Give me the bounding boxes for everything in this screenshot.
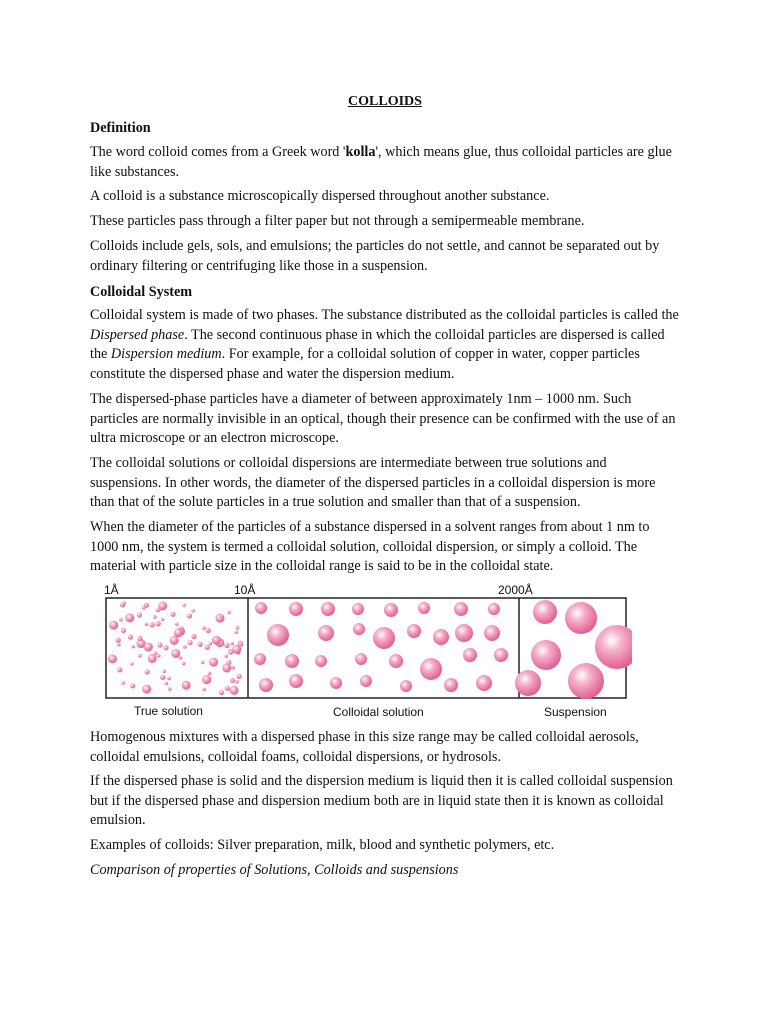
system-paragraph-4: When the diameter of the particles of a substance dispersed in a solvent ranges from about 1 nm to 1000 nm, the system is termed a colloidal solution, colloidal dispersion, or simply a colloid. The material with particle size in the colloidal range is said to be in the colloidal state. — [90, 519, 650, 574]
scale-label-1a: 1Å — [104, 583, 119, 597]
true-solution-particle — [212, 636, 221, 645]
true-solution-particle — [209, 658, 218, 667]
colloidal-particle — [352, 603, 364, 615]
colloidal-particle — [267, 624, 289, 646]
true-solution-particle — [137, 612, 142, 617]
true-solution-particle — [202, 626, 206, 630]
dispersed-phase-term: Dispersed phase — [90, 326, 185, 343]
scale-label-2000a: 2000Å — [498, 583, 533, 597]
true-solution-particle — [231, 666, 235, 670]
colloidal-particle — [463, 648, 477, 662]
true-solution-particle — [230, 642, 234, 646]
colloidal-particle — [484, 625, 500, 641]
true-solution-particle — [142, 606, 146, 610]
true-solution-particle — [180, 626, 184, 630]
true-solution-particle — [121, 681, 125, 685]
true-solution-particle — [109, 621, 118, 630]
definition-paragraph-2: A colloid is a substance microscopically dispersed throughout another substance. — [90, 188, 550, 204]
true-solution-particle — [121, 628, 126, 633]
scale-label-10a: 10Å — [234, 583, 256, 597]
true-solution-particle — [128, 634, 133, 639]
true-solution-particle — [201, 661, 205, 665]
system-paragraph-2: The dispersed-phase particles have a diameter of between approximately 1nm – 1000 nm. Such particles are normally invisible in an optical, though their presence can be confirmed with the use of an ultra microscope or an electron microscope. — [90, 391, 676, 446]
true-solution-particle — [235, 680, 239, 684]
true-solution-particle — [130, 662, 134, 666]
true-solution-particle — [158, 601, 167, 610]
colloidal-particle — [418, 602, 430, 614]
true-solution-particle — [224, 643, 229, 648]
true-solution-particle — [182, 603, 186, 607]
true-solution-particle — [202, 675, 211, 684]
colloidal-particle — [355, 653, 367, 665]
colloidal-particle — [476, 675, 492, 691]
true-solution-particle — [175, 622, 179, 626]
true-solution-particle — [157, 654, 161, 658]
examples-paragraph: Examples of colloids: Silver preparation, milk, blood and synthetic polymers, etc. — [90, 837, 555, 853]
after-figure-paragraph-2: If the dispersed phase is solid and the dispersion medium is liquid then it is called colloidal suspension but if the dispersed phase and dispersion medium both are in liquid state then it is known as colloidal emulsion. — [90, 773, 673, 828]
colloidal-particle — [259, 678, 273, 692]
true-solution-particle — [171, 649, 180, 658]
colloidal-particle — [420, 658, 442, 680]
true-solution-particle — [138, 654, 142, 658]
true-solution-particle — [219, 690, 224, 695]
colloidal-particle — [330, 677, 342, 689]
colloidal-particle — [433, 629, 449, 645]
definition-paragraph-4: Colloids include gels, sols, and emulsions; the particles do not settle, and cannot be separated out by ordinary filtering or centrifuging like those in a suspension. — [90, 238, 660, 274]
true-solution-particle — [161, 618, 165, 622]
colloidal-particle — [255, 602, 267, 614]
true-solution-particle — [191, 634, 196, 639]
colloidal-particle — [373, 627, 395, 649]
colloidal-particle — [285, 654, 299, 668]
true-solution-particle — [145, 623, 149, 627]
colloidal-particle — [455, 624, 473, 642]
system-paragraph-3: The colloidal solutions or colloidal dispersions are intermediate between true solutions and suspensions. In other words, the diameter of the dispersed particles in a colloidal dispersion is more than that of the solute particles in a true solution and smaller than that of a suspension. — [90, 455, 656, 510]
panel-label-colloidal-solution: Colloidal solution — [333, 705, 424, 719]
true-solution-particle — [162, 670, 166, 674]
true-solution-particle — [119, 618, 123, 622]
true-solution-particle — [182, 681, 191, 690]
true-solution-particle — [209, 642, 213, 646]
colloidal-particle — [444, 678, 458, 692]
true-solution-particle — [183, 645, 187, 649]
colloidal-particle — [454, 602, 468, 616]
true-solution-particle — [179, 656, 183, 660]
true-solution-particle — [232, 645, 241, 654]
true-solution-particle — [191, 609, 195, 613]
true-solution-particle — [137, 636, 142, 641]
true-solution-particle — [236, 626, 240, 630]
kolla-term: kolla — [345, 144, 376, 160]
true-solution-particle — [168, 687, 172, 691]
colloidal-particle — [289, 602, 303, 616]
true-solution-particle — [131, 645, 135, 649]
panel-label-suspension: Suspension — [544, 705, 607, 719]
colloidal-particle — [254, 653, 266, 665]
true-solution-particle — [164, 682, 168, 686]
colloidal-particle — [400, 680, 412, 692]
true-solution-particle — [150, 622, 155, 627]
true-solution-particle — [236, 674, 241, 679]
suspension-particle — [515, 670, 541, 696]
system-paragraph-1: Colloidal system is made of two phases. The substance distributed as the colloidal particles is called the Dispersed phase. The second continuous phase in which the colloidal particles are dispersed is called the Dispersion medium. For example, for a colloidal solution of copper in water, copper particles constitute the dispersed phase and water the dispersion medium. — [90, 307, 679, 382]
true-solution-particle — [117, 667, 122, 672]
true-solution-particle — [225, 686, 230, 691]
true-solution-particle — [187, 640, 192, 645]
true-solution-particle — [220, 614, 224, 618]
page-title: COLLOIDS — [348, 94, 422, 109]
colloidal-particle — [384, 603, 398, 617]
true-solution-particle — [224, 654, 228, 658]
colloidal-particle — [407, 624, 421, 638]
comparison-caption: Comparison of properties of Solutions, Colloids and suspensions — [90, 862, 459, 878]
true-solution-particle — [142, 685, 151, 694]
true-solution-particle — [130, 683, 135, 688]
true-solution-particle — [170, 612, 175, 617]
definition-paragraph-1: The word colloid comes from a Greek word 'kolla', which means glue, thus colloidal particles are glue like substances. — [90, 144, 672, 180]
true-solution-particle — [234, 630, 238, 634]
true-solution-particle — [153, 615, 157, 619]
dispersion-medium-term: Dispersion medium — [110, 346, 222, 362]
true-solution-particle — [156, 621, 161, 626]
true-solution-particle — [215, 614, 224, 623]
colloidal-particle — [360, 675, 372, 687]
true-solution-particle — [230, 686, 239, 695]
colloidal-particle — [321, 602, 335, 616]
suspension-particle — [565, 602, 597, 634]
true-solution-particle — [145, 669, 150, 674]
true-solution-particle — [154, 651, 158, 655]
true-solution-particle — [160, 675, 165, 680]
particle-size-figure — [96, 581, 632, 721]
definition-heading: Definition — [90, 120, 151, 136]
true-solution-particle — [198, 642, 203, 647]
colloidal-particle — [353, 623, 365, 635]
colloidal-system-heading: Colloidal System — [90, 284, 193, 300]
colloidal-particle — [488, 603, 500, 615]
true-solution-particle — [167, 677, 171, 681]
true-solution-particle — [144, 642, 153, 651]
true-solution-particle — [125, 613, 134, 622]
suspension-particle — [531, 640, 561, 670]
true-solution-particle — [170, 636, 179, 645]
true-solution-particle — [187, 613, 192, 618]
true-solution-particle — [206, 628, 211, 633]
true-solution-particle — [208, 672, 212, 676]
true-solution-particle — [157, 642, 162, 647]
true-solution-particle — [117, 643, 121, 647]
true-solution-particle — [122, 601, 126, 605]
colloidal-particle — [494, 648, 508, 662]
true-solution-particle — [230, 678, 235, 683]
colloidal-particle — [389, 654, 403, 668]
true-solution-particle — [222, 663, 231, 672]
true-solution-particle — [205, 645, 210, 650]
colloidal-particle — [318, 625, 334, 641]
colloidal-particle — [289, 674, 303, 688]
true-solution-particle — [163, 645, 168, 650]
panel-label-true-solution: True solution — [134, 704, 203, 718]
true-solution-particle — [227, 611, 231, 615]
true-solution-particle — [202, 688, 206, 692]
definition-paragraph-3: These particles pass through a filter paper but not through a semipermeable membrane. — [90, 213, 585, 229]
colloidal-particle — [315, 655, 327, 667]
suspension-particle — [568, 663, 604, 699]
true-solution-particle — [182, 662, 186, 666]
after-figure-paragraph-1: Homogenous mixtures with a dispersed phase in this size range may be called colloidal aerosols, colloidal emulsions, colloidal foams, colloidal dispersions, or hydrosols. — [90, 729, 639, 765]
suspension-particle — [533, 600, 557, 624]
true-solution-particle — [108, 654, 117, 663]
true-solution-particle — [116, 638, 121, 643]
true-solution-particle — [148, 654, 157, 663]
